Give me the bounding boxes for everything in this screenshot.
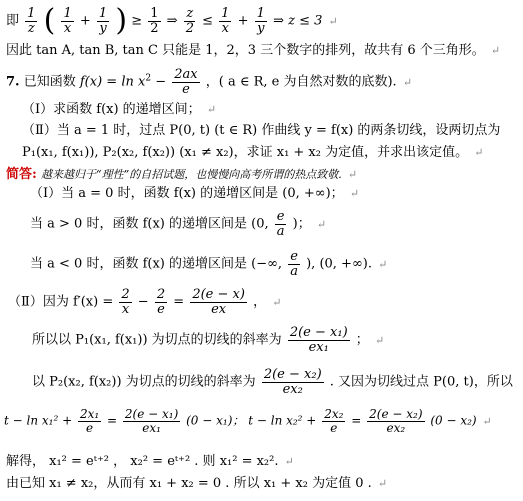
fraction-1-over-x: $\frac{1}{x}$: [63, 5, 72, 36]
triangle-count-line: 因此 tan A, tan B, tan C 只能是 1，2，3 三个数字的排列，故共有 6 个三角形。 ↵: [6, 43, 501, 58]
answer-tangent-equations: t − ln x₁² + $\frac{\text{2x₁}}{e}$ = $\frac{\text{2(e − x₁)}}{\text{ex₁}}$ (0 − x₁)； t − ln x₂² + $\frac{\text{2x₂}}{e}$ = $\frac{\text{2(e − x₂)}}{\text{ex₂}}$ (0 − x₂) ↵: [4, 407, 492, 435]
text-prefix: 即: [6, 13, 20, 29]
left-paren: (: [43, 3, 56, 38]
square-exponent: 2: [145, 73, 152, 84]
fraction-tangent-2: $\frac{\text{2(e − x₂)}}{\text{ex₂}}$: [369, 407, 423, 435]
answer-part-1-a0: （Ⅰ）当 a = 0 时，函数 f(x) 的递增区间是 (0, +∞)； ↵: [30, 186, 360, 201]
fraction-2-over-e: $\frac{2}{e}$: [156, 287, 166, 317]
problem-condition: ，( a ∈ R, e 为自然对数的底数).: [205, 74, 397, 90]
answer-header: 简答: 越来越归于“理性”的自招试题，也慢慢向高考所谓的热点致敬. ↵: [6, 167, 358, 182]
problem-part-2b: P₁(x₁, f(x₁)), P₂(x₂, f(x₂)) (x₁ ≠ x₂)，求证 x₁ + x₂ 为定值，并求出该定值。 ↵: [22, 145, 484, 160]
answer-part-1-apos: 当 a > 0 时，函数 f(x) 的递增区间是 (0, $\frac{e}{a}$ )； ↵: [30, 209, 327, 239]
leq-sign: ≤: [202, 13, 214, 29]
fraction-e-over-a-neg: $\frac{e}{a}$: [290, 249, 298, 279]
problem-intro: 已知函数: [23, 74, 76, 90]
plus-sign: +: [79, 13, 91, 29]
problem-7-statement: 7. 已知函数 $f(x) = \ln x^2$ − $\frac{2ax}{e}$ ，( a ∈ R, e 为自然对数的底数). ↵: [6, 67, 413, 97]
geq-sign: ≥: [131, 13, 143, 29]
implies-sign: ⇒: [166, 13, 178, 29]
fraction-tangent-1: $\frac{\text{2(e − x₁)}}{\text{ex₁}}$: [124, 407, 179, 435]
fraction-2ax-over-e: $\frac{2ax}{e}$: [174, 67, 198, 97]
fraction-1-over-z: $\frac{1}{z}$: [27, 5, 36, 36]
problem-part-1: （Ⅰ）求函数 f(x) 的递增区间； ↵: [22, 102, 217, 117]
fraction-1-over-x-b: $\frac{1}{x}$: [221, 5, 230, 36]
triangle-count-text: 因此 tan A, tan B, tan C 只能是 1，2，3 三个数字的排列，故共有 6 个三角形。: [6, 43, 485, 58]
answer-part-2-derivative: （Ⅱ）因为 f′(x) = $\frac{2}{x}$ − $\frac{2}{e}$ = $\frac{2(e - x)}{ex}$ ， ↵: [8, 287, 282, 317]
fraction-derivative: $\frac{2(e - x)}{ex}$: [192, 287, 245, 317]
fraction-2x1-over-e: $\frac{\text{2x₁}}{e}$: [79, 407, 100, 435]
answer-part-1-aneg: 当 a < 0 时，函数 f(x) 的递增区间是 (−∞, $\frac{e}{a}$ ), (0, +∞). ↵: [30, 249, 388, 279]
answer-conclusion-line: 由已知 x₁ ≠ x₂，从而有 x₁ + x₂ = 0 . 所以 x₁ + x₂ 为定值 0 . ↵: [6, 476, 388, 491]
answer-comment: 越来越归于“理性”的自招试题，也慢慢向高考所谓的热点致敬.: [40, 168, 342, 181]
return-mark: ↵: [328, 14, 338, 28]
fraction-1-over-y-b: $\frac{1}{y}$: [256, 5, 265, 36]
conclusion-z-leq-3: z ≤ 3: [288, 13, 323, 29]
problem-part-2a: （Ⅱ）当 a = 1 时，过点 P(0, t) (t ∈ R) 作曲线 y = f(x) 的两条切线，设两切点为: [22, 123, 501, 138]
fraction-one-half: $\frac{1}{2}$: [150, 5, 159, 36]
fraction-e-over-a: $\frac{e}{a}$: [276, 209, 285, 239]
function-definition: f(x) = ln x: [79, 74, 146, 90]
minus-sign: −: [155, 74, 167, 90]
answer-slope-p2: 以 P₂(x₂, f(x₂)) 为切点的切线的斜率为 $\frac{\text{2(e − x₂)}}{\text{ex₂}}$ . 又因为切线过点 P(0, t)，所以: [32, 367, 513, 397]
inequality-line: [6, 3, 519, 38]
fraction-1-over-y: $\frac{1}{y}$: [98, 5, 108, 36]
answer-label: 简答:: [6, 167, 37, 182]
problem-number: 7.: [6, 74, 20, 90]
fraction-slope-2: $\frac{\text{2(e − x₂)}}{\text{ex₂}}$: [263, 367, 322, 397]
fraction-z-over-2: $\frac{z}{2}$: [185, 5, 194, 36]
fraction-slope-1: $\frac{\text{2(e − x₁)}}{\text{ex₁}}$: [289, 325, 348, 355]
fraction-2x2-over-e: $\frac{\text{2x₂}}{e}$: [324, 407, 344, 435]
right-paren: ): [115, 3, 128, 38]
answer-slope-p1: 所以以 P₁(x₁, f(x₁)) 为切点的切线的斜率为 $\frac{\text{2(e − x₁)}}{\text{ex₁}}$ ； ↵: [32, 325, 385, 355]
fraction-2-over-x: $\frac{2}{x}$: [121, 287, 130, 317]
implies-sign-2: ⇒: [273, 13, 284, 29]
answer-solve-line: 解得， x₁² = eᵗ⁺² ， x₂² = eᵗ⁺² . 则 x₁² = x₂². ↵: [6, 454, 294, 469]
plus-sign-2: +: [237, 13, 249, 29]
